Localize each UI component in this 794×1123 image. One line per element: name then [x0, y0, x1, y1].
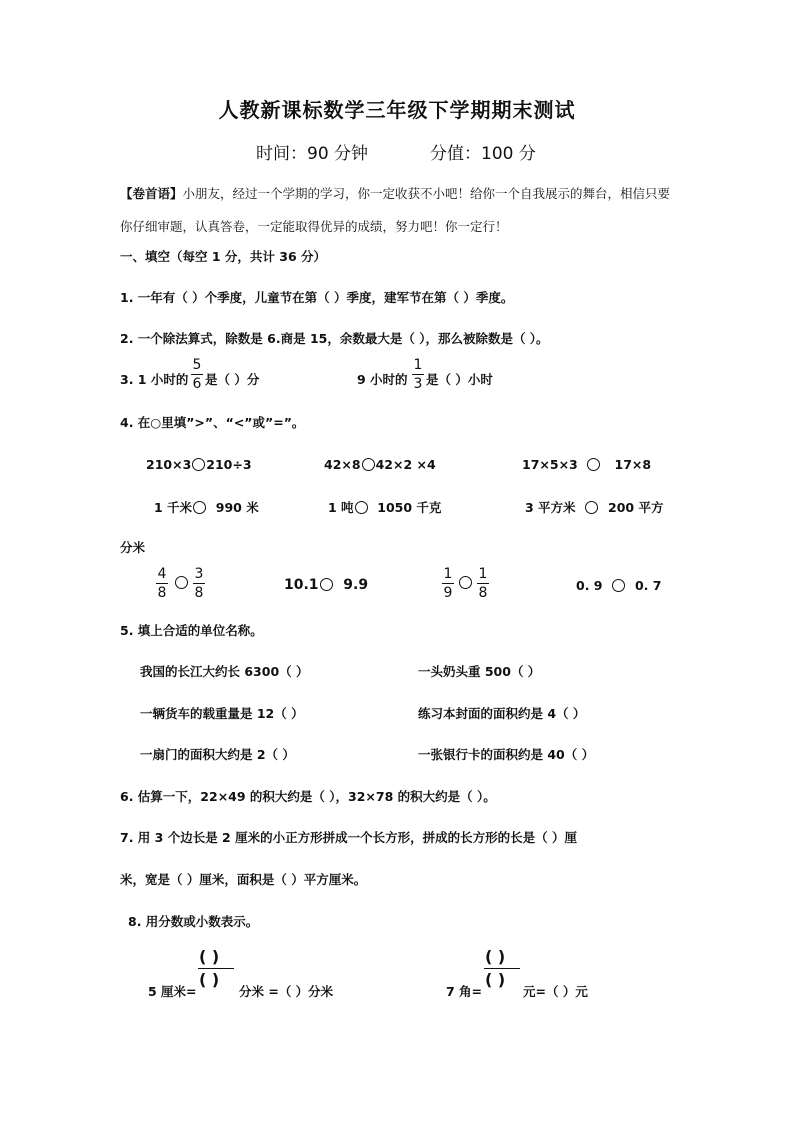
compare-left: 42×8 — [324, 457, 361, 472]
fraction-denominator: 6 — [192, 376, 202, 392]
question-2: 2. 一个除法算式，除数是 6.商是 15，余数最大是（ ），那么被除数是（ ）。 — [120, 331, 549, 346]
fraction-bar — [442, 583, 454, 584]
compare-right: 990 米 — [215, 500, 259, 515]
fraction-bar — [477, 583, 489, 584]
question-1: 1. 一年有（ ）个季度，儿童节在第（ ）季度，建军节在第（ ）季度。 — [120, 290, 514, 305]
fraction-denominator: 8 — [194, 585, 204, 601]
q3-fraction-2 — [412, 357, 424, 392]
compare-item — [154, 498, 259, 516]
compare-right: 200 平方 — [608, 500, 664, 515]
answer-blank-denominator[interactable]: ( ) — [485, 970, 506, 989]
section-heading: 一、填空（每空 1 分，共计 36 分） — [120, 249, 327, 264]
compare-left: 1 千米 — [154, 500, 193, 515]
compare-fraction — [193, 566, 205, 601]
compare-circle[interactable] — [320, 578, 333, 591]
page-title: 人教新课标数学三年级下学期期末测试 — [218, 98, 576, 122]
compare-left: 3 平方米 — [525, 500, 576, 515]
q3-part2-suffix: 是（ ）小时 — [426, 372, 493, 387]
q8-right-suffix: 元=（ ）元 — [523, 984, 588, 999]
question-5: 5. 填上合适的单位名称。 — [120, 623, 263, 638]
intro-paragraph — [120, 177, 680, 243]
compare-left: 10.1 — [284, 577, 319, 593]
compare-left: 0. 9 — [576, 578, 603, 593]
q3-fraction-1 — [191, 357, 203, 392]
compare-circle[interactable] — [585, 501, 598, 514]
answer-blank-numerator[interactable]: ( ) — [485, 947, 506, 966]
unit-item: 一扇门的面积大约是 2（ ） — [140, 747, 295, 762]
compare-circle[interactable] — [612, 579, 625, 592]
fraction-bar — [191, 374, 203, 375]
fraction-denominator: 9 — [443, 585, 453, 601]
unit-item: 练习本封面的面积约是 4（ ） — [418, 706, 586, 721]
answer-blank-numerator[interactable]: ( ) — [199, 947, 220, 966]
compare-right: 42×2 ×4 — [375, 457, 436, 472]
fraction-bar — [484, 968, 520, 969]
fraction-numerator: 1 — [443, 566, 453, 582]
compare-left: 210×3 — [146, 457, 192, 472]
fraction-bar — [412, 374, 424, 375]
compare-item — [324, 457, 436, 472]
fraction-bar — [198, 968, 234, 969]
q8-left-suffix: 分米 =（ ）分米 — [239, 984, 334, 999]
compare-right: 1050 千克 — [377, 500, 442, 515]
compare-circle[interactable] — [192, 458, 205, 471]
compare-item — [522, 457, 651, 472]
compare-item — [146, 457, 252, 472]
answer-blank-denominator[interactable]: ( ) — [199, 970, 220, 989]
question-7-line-2: 米，宽是（ ）厘米，面积是（ ）平方厘米。 — [120, 872, 367, 887]
compare-fraction — [477, 566, 489, 601]
fraction-numerator: 3 — [194, 566, 204, 582]
q3-part1-suffix: 是（ ）分 — [205, 372, 260, 387]
question-8: 8. 用分数或小数表示。 — [128, 914, 259, 929]
intro-tag: 【卷首语】 — [120, 186, 183, 201]
q3-part1-prefix: 3. 1 小时的 — [120, 372, 189, 387]
compare-circle[interactable] — [175, 576, 188, 589]
compare-circle[interactable] — [362, 458, 375, 471]
compare-fraction — [442, 566, 454, 601]
compare-item — [576, 578, 661, 593]
compare-circle[interactable] — [355, 501, 368, 514]
compare-left: 1 吨 — [328, 500, 354, 515]
unit-item: 一辆货车的载重量是 12（ ） — [140, 706, 304, 721]
compare-right: 0. 7 — [634, 578, 662, 593]
compare-item — [328, 498, 441, 516]
q8-right-prefix: 7 角= — [446, 984, 483, 999]
compare-circle[interactable] — [193, 501, 206, 514]
compare-right: 210÷3 — [206, 457, 252, 472]
fraction-bar — [156, 583, 168, 584]
fraction-denominator: 8 — [157, 585, 167, 601]
time-label: 时间：90 分钟 — [256, 144, 369, 164]
unit-item: 我国的长江大约长 6300（ ） — [140, 664, 309, 679]
compare-circle[interactable] — [459, 576, 472, 589]
q3-part2-prefix: 9 小时的 — [357, 372, 408, 387]
question-4: 4. 在○里填”>”、“<”或”=”。 — [120, 415, 305, 430]
q8-left-prefix: 5 厘米= — [148, 984, 197, 999]
compare-left: 17×5×3 — [522, 457, 578, 472]
fraction-numerator: 4 — [157, 566, 167, 582]
intro-text: 小朋友，经过一个学期的学习，你一定收获不小吧！给你一个自我展示的舞台，相信只要你仔细审题，认真答卷，一定能取得优异的成绩，努力吧！你一定行！ — [120, 186, 671, 234]
unit-item: 一头奶头重 500（ ） — [418, 664, 541, 679]
fraction-numerator: 1 — [413, 357, 423, 373]
compare-fraction — [156, 566, 168, 601]
fraction-numerator: 5 — [192, 357, 202, 373]
compare-right: 17×8 — [614, 457, 652, 472]
compare-circle[interactable] — [587, 458, 600, 471]
question-6: 6. 估算一下，22×49 的积大约是（ ），32×78 的积大约是（ ）。 — [120, 789, 496, 804]
question-7-line-1: 7. 用 3 个边长是 2 厘米的小正方形拼成一个长方形，拼成的长方形的长是（ ）厘 — [120, 830, 577, 845]
unit-item: 一张银行卡的面积约是 40（ ） — [418, 747, 595, 762]
compare-right: 9.9 — [343, 577, 369, 593]
fraction-denominator: 3 — [413, 376, 423, 392]
fraction-denominator: 8 — [478, 585, 488, 601]
compare-item — [525, 498, 663, 516]
compare-wrap-text: 分米 — [120, 540, 146, 555]
fraction-bar — [193, 583, 205, 584]
score-label: 分值：100 分 — [430, 144, 536, 164]
fraction-numerator: 1 — [478, 566, 488, 582]
compare-item — [284, 577, 368, 593]
